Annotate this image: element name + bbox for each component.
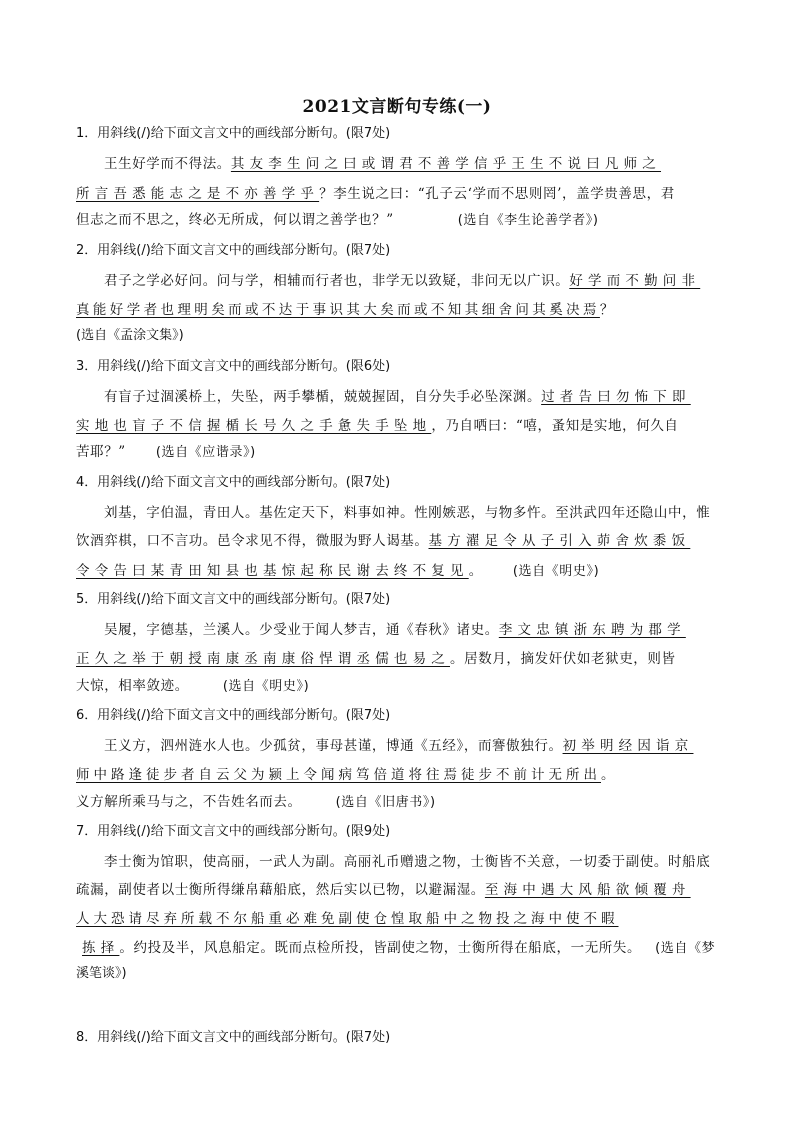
question-8-prompt: 8．用斜线(/)给下面文言文中的画线部分断句。(限7处): [76, 1030, 391, 1045]
passage-text: 。: [468, 563, 483, 579]
underlined-passage: 拣择: [82, 940, 120, 956]
passage-text: ？李生说之曰：“孔子云‘学而不思则罔’，盖学贵善思，君: [319, 186, 675, 202]
underlined-passage: 真能好学者也理明矣而或不达于事识其大矣而或不知其细舍问其奚决焉: [76, 302, 600, 318]
page-title: 2021文言断句专练(一): [302, 97, 492, 117]
passage-text: 饮酒弈棋，口不言功。邑令求见不得，微服为野人谒基。: [76, 533, 429, 549]
question-2-passage-line-1: [76, 271, 720, 291]
question-1-prompt: 1．用斜线(/)给下面文言文中的画线部分断句。(限7处): [76, 126, 391, 141]
question-3-passage-line-3: [76, 442, 720, 463]
question-3-passage-line-1: [76, 387, 720, 407]
source-citation: (选自《旧唐书》): [335, 795, 436, 810]
passage-text: 有盲子过涸溪桥上，失坠，两手攀楯，兢兢握固，自分失手必坠深渊。: [104, 389, 542, 405]
underlined-passage: 正久之举于朝授南康丞南康俗悍谓丞儒也易之: [76, 651, 450, 667]
question-2-passage-line-2: [76, 300, 720, 320]
underlined-passage: 过者告曰勿怖下即: [541, 389, 691, 405]
question-1-passage-line-2: [76, 184, 720, 204]
passage-text: 君子之学必好问。问与学，相辅而行者也，非学无以致疑，非问无以广识。: [104, 273, 570, 289]
question-6-passage-line-3: [76, 792, 720, 813]
question-2-prompt: 2．用斜线(/)给下面文言文中的画线部分断句。(限7处): [76, 243, 391, 258]
passage-text: 义方解所乘马与之，不告姓名而去。: [76, 794, 302, 810]
passage-text: ？: [599, 302, 615, 318]
question-1-passage-line-3: [76, 210, 720, 231]
underlined-passage: 李文忠镇浙东聘为郡学: [498, 622, 686, 638]
question-4-prompt: 4．用斜线(/)给下面文言文中的画线部分断句。(限7处): [76, 475, 391, 490]
question-5-passage-line-1: [76, 620, 720, 640]
question-5-prompt: 5．用斜线(/)给下面文言文中的画线部分断句。(限7处): [76, 592, 391, 607]
question-2-source: (选自《孟涂文集》): [76, 328, 184, 343]
passage-text: 苦耶？”: [76, 444, 126, 460]
question-4-passage-line-2: [76, 531, 720, 551]
underlined-passage: 好学而不勤问非: [569, 273, 701, 289]
passage-text: 大惊，相率敛迹。: [76, 678, 189, 694]
underlined-passage: 实地也盲子不信握楯长号久之手惫失手坠地: [76, 418, 432, 434]
question-4-passage-line-3: [76, 561, 720, 582]
underlined-passage: 所言吾悉能志之是不亦善学乎: [76, 186, 320, 202]
passage-text: 吴履，字德基，兰溪人。少受业于闻人梦吉，通《春秋》诸史。: [104, 622, 499, 638]
question-7-passage-line-2: [76, 880, 720, 900]
underlined-passage: 其友李生问之曰或谓君不善学信乎王生不说曰凡师之: [230, 156, 662, 172]
question-4-passage-line-1: [76, 503, 720, 523]
passage-text: ，乃自哂曰：“嘻，蚤知是实地，何久自: [431, 418, 679, 434]
passage-text: 刘基，字伯温，青田人。基佐定天下，料事如神。性刚嫉恶，与物多忤。至洪武四年还隐山中，惟: [104, 505, 711, 521]
question-7-prompt: 7．用斜线(/)给下面文言文中的画线部分断句。(限9处): [76, 824, 391, 839]
question-6-passage-line-2: [76, 765, 720, 785]
question-6-passage-line-1: [76, 736, 720, 756]
question-5-passage-line-3: [76, 676, 720, 697]
source-citation: (选自《梦: [655, 941, 716, 956]
passage-text: 王生好学而不得法。: [104, 156, 231, 172]
underlined-passage: 初举明经因诣京: [562, 738, 694, 754]
passage-text: 疏漏，副使者以士衡所得缣帛藉船底，然后实以已物，以避漏湿。: [76, 882, 485, 898]
source-citation: (选自《应谐录》): [155, 445, 256, 460]
underlined-passage: 至海中遇大风船欲倾覆舟: [484, 882, 691, 898]
underlined-passage: 令令告曰某青田知县也基惊起称民谢去终不复见: [76, 563, 469, 579]
underlined-passage: 基方濯足令从子引入茆舍炊黍饭: [428, 533, 691, 549]
source-citation: (选自《明史》): [512, 564, 600, 579]
question-1-passage-line-1: [76, 154, 720, 174]
question-7-passage-line-4: [76, 938, 720, 959]
question-6-prompt: 6．用斜线(/)给下面文言文中的画线部分断句。(限7处): [76, 708, 391, 723]
underlined-passage: 师中路逢徒步者自云父为颍上令闻病笃倍道将往焉徒步不前计无所出: [76, 767, 601, 783]
passage-text: 。约投及半，风息船定。既而点检所投，皆副使之物，士衡所得在船底，一无所失。: [119, 940, 642, 956]
passage-text: 王义方，泗州涟水人也。少孤贫，事母甚谨，博通《五经》，而謇傲独行。: [104, 738, 563, 754]
source-citation: (选自《明史》): [222, 679, 310, 694]
passage-text: 。居数月，摘发奸伏如老狱吏，则皆: [450, 651, 676, 667]
underlined-passage: 人大恐请尽弃所载不尔船重必难免副使仓惶取船中之物投之海中使不暇: [76, 911, 619, 927]
question-5-passage-line-2: [76, 649, 720, 669]
question-3-passage-line-2: [76, 416, 720, 436]
source-citation: (选自《李生论善学者》): [457, 213, 599, 228]
question-7-passage-line-1: [76, 852, 720, 872]
passage-text: 但志之而不思之，终必无所成，何以谓之善学也？”: [76, 212, 394, 228]
question-7-source-continued: 溪笔谈》): [76, 966, 127, 981]
passage-text: 。: [601, 767, 616, 783]
passage-text: 李士衡为馆职，使高丽，一武人为副。高丽礼币赠遗之物，士衡皆不关意，一切委于副使。时船底: [104, 854, 711, 870]
question-7-passage-line-3: [76, 909, 720, 929]
question-3-prompt: 3．用斜线(/)给下面文言文中的画线部分断句。(限6处): [76, 359, 391, 374]
